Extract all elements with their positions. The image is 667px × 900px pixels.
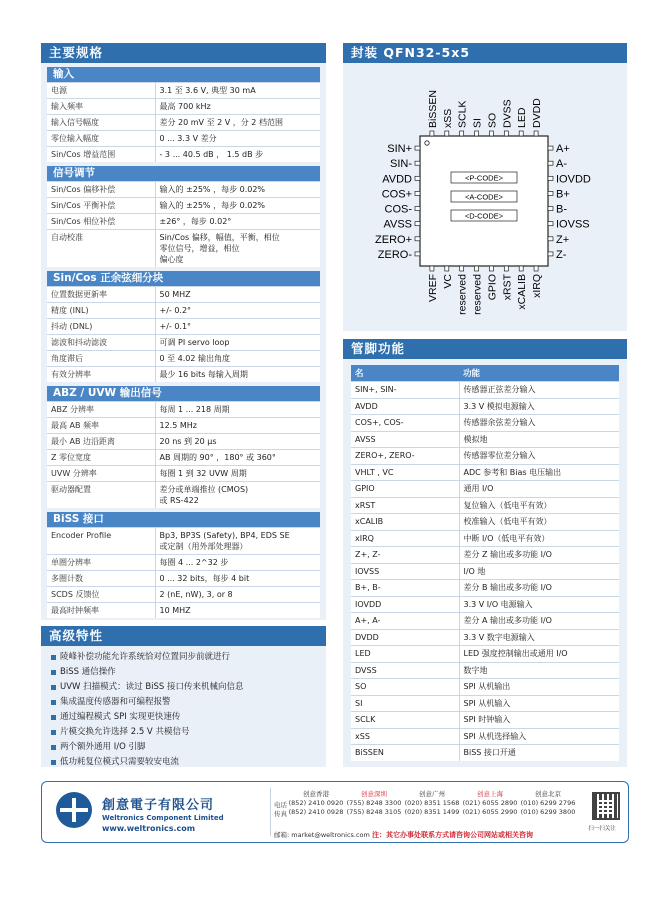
pin-function: 3.3 V 模拟电源输入 <box>459 398 619 415</box>
spec-row <box>47 528 320 555</box>
pin-row <box>351 415 619 432</box>
spec-key: Sin/Cos 偏移补偿 <box>47 182 155 198</box>
pin-function: 模拟地 <box>459 431 619 448</box>
spec-row <box>47 198 320 214</box>
features-panel <box>41 626 326 767</box>
spec-row <box>47 230 320 268</box>
feature-list <box>41 646 326 772</box>
pin-name: AVDD <box>351 398 459 415</box>
pins-title: 管脚功能 <box>343 339 627 359</box>
office-fax: (852) 2410 0928 <box>288 808 344 816</box>
spec-group-title: ABZ / UVW 输出信号 <box>47 386 320 401</box>
pin-function: 校准输入（低电平有效） <box>459 514 619 531</box>
package-title: 封装 QFN32-5x5 <box>343 43 627 63</box>
specs-panel <box>41 43 326 620</box>
company-logo-icon <box>56 792 92 828</box>
pin-name: COS+, COS- <box>351 415 459 432</box>
pin-pad <box>519 131 523 136</box>
office-fax: (010) 6299 3800 <box>520 808 576 816</box>
qr-caption: 扫一扫关注 <box>588 826 616 832</box>
spec-key: SCDS 反馈位 <box>47 587 155 603</box>
pin-name-header: 名 <box>351 365 459 382</box>
pin-pad <box>415 176 420 180</box>
pin-row <box>351 580 619 597</box>
top-pin-label: SCLK <box>456 100 469 128</box>
spec-table <box>47 82 320 162</box>
top-pin-label: LED <box>516 107 529 128</box>
company-name-cn: 創意電子有限公司 <box>102 798 215 813</box>
pin-row <box>351 596 619 613</box>
office-name: 创意深圳 <box>361 790 387 798</box>
bottom-pin-label: VC <box>441 274 454 289</box>
spec-key: 自动校准 <box>47 230 155 268</box>
pin-name: GPIO <box>351 481 459 498</box>
spec-table <box>47 286 320 382</box>
spec-key: 零位输入幅度 <box>47 131 155 147</box>
spec-value: 50 MHZ <box>155 287 320 303</box>
office-card <box>344 790 404 817</box>
pin-function: 差分 A 输出或多功能 I/O <box>459 613 619 630</box>
spec-row <box>47 214 320 230</box>
bottom-pin-label: xCALIB <box>516 274 529 310</box>
spec-value: 差分 20 mV 至 2 V ，分 2 档范围 <box>155 115 320 131</box>
pin-pad <box>415 222 420 226</box>
spec-row <box>47 182 320 198</box>
feature-item: 片模交换允许选择 2.5 V 共模信号 <box>51 725 316 740</box>
pin-function: 数字地 <box>459 662 619 679</box>
pin-row <box>351 547 619 564</box>
spec-value: 0 ... 3.3 V 差分 <box>155 131 320 147</box>
spec-key: 精度 (INL) <box>47 303 155 319</box>
spec-value: Bp3, BP3S (Safety), BP4, EDS SE 或定制（用外部处理器） <box>155 528 320 555</box>
bottom-pin-label: xRST <box>501 274 514 301</box>
pin-pad <box>519 266 523 271</box>
spec-table <box>47 527 320 618</box>
spec-key: 多圈计数 <box>47 571 155 587</box>
pin-row <box>351 613 619 630</box>
pin-pad <box>548 176 553 180</box>
pin-name: BiSSEN <box>351 745 459 761</box>
spec-value: 可调 PI servo loop <box>155 335 320 351</box>
pin-pad <box>415 146 420 150</box>
pin-name: SCLK <box>351 712 459 729</box>
spec-key: 滤波和抖动滤波 <box>47 335 155 351</box>
pin-row <box>351 448 619 465</box>
left-pin-label: SIN- <box>390 158 412 171</box>
pin-row <box>351 464 619 481</box>
company-name-en: Weltronics Component Limited <box>102 814 224 822</box>
spec-row <box>47 335 320 351</box>
pin-name: xIRQ <box>351 530 459 547</box>
spec-value: ±26° ，每步 0.02° <box>155 214 320 230</box>
fax-label: 传真 <box>274 810 287 818</box>
specs-title: 主要规格 <box>41 43 326 63</box>
office-tel: (020) 8351 1568 <box>404 799 460 807</box>
pin-name: IOVDD <box>351 596 459 613</box>
package-code-label: <P-CODE> <box>465 173 503 183</box>
pin-function: SPI 从机输入 <box>459 695 619 712</box>
spec-row <box>47 367 320 383</box>
feature-item: 集成温度传感器和可编程报警 <box>51 695 316 710</box>
spec-key: Sin/Cos 增益范围 <box>47 147 155 163</box>
spec-key: 抖动 (DNL) <box>47 319 155 335</box>
office-fax: (755) 8248 3105 <box>346 808 402 816</box>
spec-value: 最高 700 kHz <box>155 99 320 115</box>
pin-function: 传感器正弦差分输入 <box>459 382 619 399</box>
pin-row <box>351 695 619 712</box>
pin-pad <box>475 131 479 136</box>
office-card <box>402 790 462 817</box>
top-pin-label: DVDD <box>531 98 544 128</box>
office-fax: (021) 6055 2990 <box>462 808 518 816</box>
pins-panel <box>343 339 627 767</box>
spec-value: 输入的 ±25% ，每步 0.02% <box>155 198 320 214</box>
pin-pad <box>534 131 538 136</box>
left-pin-label: ZERO- <box>377 248 412 261</box>
right-pin-label: IOVSS <box>556 218 590 231</box>
pin-function: I/O 地 <box>459 563 619 580</box>
feature-item: 两个额外通用 I/O 引脚 <box>51 740 316 755</box>
email-link[interactable]: market@weltronics.com <box>291 831 370 839</box>
pin-row <box>351 728 619 745</box>
pin-row <box>351 481 619 498</box>
pin-pad <box>548 207 553 211</box>
pin-pad <box>415 161 420 165</box>
spec-key: 最小 AB 边沿距离 <box>47 434 155 450</box>
spec-key: 位置数据更新率 <box>47 287 155 303</box>
pin-pad <box>415 207 420 211</box>
left-pin-label: AVDD <box>382 173 412 186</box>
spec-row <box>47 287 320 303</box>
pin-row <box>351 629 619 646</box>
pin-function: SPI 从机输出 <box>459 679 619 696</box>
spec-group-title: 输入 <box>47 67 320 82</box>
company-footer <box>41 781 629 843</box>
spec-key: UVW 分辨率 <box>47 466 155 482</box>
qr-code-icon <box>592 792 620 820</box>
pin-name: xCALIB <box>351 514 459 531</box>
pin-function: 复位输入（低电平有效） <box>459 497 619 514</box>
pin-pad <box>548 252 553 256</box>
company-website-link[interactable]: www.weltronics.com <box>102 824 196 833</box>
right-pin-label: B+ <box>556 188 570 201</box>
bottom-pin-label: VREF <box>426 274 439 303</box>
pin-row <box>351 679 619 696</box>
office-fax: (020) 8351 1499 <box>404 808 460 816</box>
feature-item: 通过编程模式 SPI 实现更快速传 <box>51 710 316 725</box>
spec-key: 有效分辨率 <box>47 367 155 383</box>
pin-pad <box>489 266 493 271</box>
spec-value: 0 ... 32 bits，每步 4 bit <box>155 571 320 587</box>
spec-table <box>47 181 320 267</box>
spec-value: 3.1 至 3.6 V, 典型 30 mA <box>155 83 320 99</box>
spec-row <box>47 131 320 147</box>
spec-group-title: 信号调节 <box>47 166 320 181</box>
pin-pad <box>460 266 464 271</box>
footer-note: 注：其它办事处联系方式请咨询公司网站或相关咨询 <box>372 831 533 839</box>
pin-pad <box>548 222 553 226</box>
pin-pad <box>548 191 553 195</box>
feature-item: 陵峰补偿功能允许系统恰对位置同步前就进行 <box>51 650 316 665</box>
pin-function: 差分 B 输出或多功能 I/O <box>459 580 619 597</box>
spec-row <box>47 466 320 482</box>
spec-row <box>47 402 320 418</box>
left-pin-label: ZERO+ <box>375 233 412 246</box>
office-card <box>286 790 346 817</box>
pin-row <box>351 431 619 448</box>
right-pin-label: IOVDD <box>556 173 591 186</box>
pin-function-header: 功能 <box>459 365 619 382</box>
pin-row <box>351 563 619 580</box>
spec-value: 12.5 MHz <box>155 418 320 434</box>
spec-row <box>47 351 320 367</box>
spec-value: AB 周期的 90° ，180° 或 360° <box>155 450 320 466</box>
spec-value: 10 MHZ <box>155 603 320 619</box>
spec-value: 差分或单端推拉 (CMOS) 或 RS-422 <box>155 482 320 509</box>
feature-item: UVW 扫描模式：读过 BiSS 接口传来机械向信息 <box>51 680 316 695</box>
pin-pad <box>445 266 449 271</box>
pin-name: B+, B- <box>351 580 459 597</box>
spec-row <box>47 555 320 571</box>
office-tel: (021) 6055 2890 <box>462 799 518 807</box>
pin-function: 3.3 V I/O 电源输入 <box>459 596 619 613</box>
spec-key: 电源 <box>47 83 155 99</box>
spec-table <box>47 401 320 508</box>
feature-item: 低功耗复位模式只需要较安电流 <box>51 755 316 770</box>
pin-name: A+, A- <box>351 613 459 630</box>
pin-pad <box>415 252 420 256</box>
office-tel: (852) 2410 0920 <box>288 799 344 807</box>
office-name: 创意北京 <box>535 790 561 798</box>
spec-key: 输入频率 <box>47 99 155 115</box>
top-pin-label: DVSS <box>501 99 514 128</box>
spec-key: 最高时钟频率 <box>47 603 155 619</box>
package-code-label: <A-CODE> <box>465 192 503 202</box>
left-pin-label: AVSS <box>383 218 412 231</box>
pin-pad <box>548 161 553 165</box>
left-pin-label: SIN+ <box>387 143 412 156</box>
top-pin-label: xSS <box>441 108 454 128</box>
pin-name: LED <box>351 646 459 663</box>
pin-name: SIN+, SIN- <box>351 382 459 399</box>
spec-key: 输入信号幅度 <box>47 115 155 131</box>
spec-row <box>47 99 320 115</box>
office-name: 创意广州 <box>419 790 445 798</box>
spec-value: 最少 16 bits 每输入周期 <box>155 367 320 383</box>
pin-row <box>351 745 619 761</box>
spec-row <box>47 303 320 319</box>
pin-pad <box>415 191 420 195</box>
pin-pad <box>548 146 553 150</box>
spec-key: Sin/Cos 相位补偿 <box>47 214 155 230</box>
spec-key: 驱动器配置 <box>47 482 155 509</box>
bottom-pin-label: reserved <box>456 274 469 315</box>
feature-item: BiSS 通信操作 <box>51 665 316 680</box>
spec-key: 最高 AB 频率 <box>47 418 155 434</box>
package-code-label: <D-CODE> <box>464 211 504 221</box>
pin-pad <box>489 131 493 136</box>
pin-name: xSS <box>351 728 459 745</box>
spec-value: Sin/Cos 偏移，幅值，平衡，相位 零位信号，增益，相位 偏心度 <box>155 230 320 268</box>
right-pin-label: A- <box>556 158 567 171</box>
pin-name: ZERO+, ZERO- <box>351 448 459 465</box>
top-pin-label: BiSSEN <box>426 90 439 128</box>
spec-value: +/- 0.2° <box>155 303 320 319</box>
spec-row <box>47 147 320 163</box>
pin-function: 差分 Z 输出或多功能 I/O <box>459 547 619 564</box>
spec-value: 20 ns 到 20 µs <box>155 434 320 450</box>
pin-pad <box>445 131 449 136</box>
pin-pad <box>430 266 434 271</box>
pin-name: xRST <box>351 497 459 514</box>
pin-name: DVSS <box>351 662 459 679</box>
spec-row <box>47 450 320 466</box>
spec-row <box>47 115 320 131</box>
spec-value: 0 至 4.02 输出角度 <box>155 351 320 367</box>
pin-row <box>351 398 619 415</box>
pin-name: AVSS <box>351 431 459 448</box>
spec-value: +/- 0.1° <box>155 319 320 335</box>
pin-row <box>351 712 619 729</box>
spec-key: 角度滞后 <box>47 351 155 367</box>
spec-row <box>47 587 320 603</box>
pin-pad <box>460 131 464 136</box>
pin-function: 中断 I/O（低电平有效） <box>459 530 619 547</box>
pin-pad <box>504 266 508 271</box>
spec-key: Encoder Profile <box>47 528 155 555</box>
right-pin-label: A+ <box>556 143 570 156</box>
pin-row <box>351 662 619 679</box>
bottom-pin-label: reserved <box>471 274 484 315</box>
spec-key: Sin/Cos 平衡补偿 <box>47 198 155 214</box>
pin-function: 3.3 V 数字电源输入 <box>459 629 619 646</box>
features-title: 高级特性 <box>41 626 326 646</box>
pin-pad <box>430 131 434 136</box>
pin-pad <box>548 237 553 241</box>
pin-pad <box>475 266 479 271</box>
spec-row <box>47 571 320 587</box>
right-pin-label: Z+ <box>556 233 570 246</box>
spec-row <box>47 482 320 509</box>
pin-function: SPI 从机选择输入 <box>459 728 619 745</box>
bottom-pin-label: GPIO <box>486 274 499 301</box>
spec-key: Z 零位宽度 <box>47 450 155 466</box>
pin-row <box>351 514 619 531</box>
pin-name: DVDD <box>351 629 459 646</box>
email-line <box>274 830 370 839</box>
pin-row <box>351 530 619 547</box>
right-pin-label: B- <box>556 203 567 216</box>
spec-value: 2 (nE, nW), 3, or 8 <box>155 587 320 603</box>
spec-key: 单圈分辨率 <box>47 555 155 571</box>
pin-row <box>351 497 619 514</box>
email-label: 邮箱: <box>274 831 290 839</box>
spec-group-title: Sin/Cos 正余弦细分块 <box>47 271 320 286</box>
tel-label: 电话 <box>274 801 287 809</box>
spec-row <box>47 418 320 434</box>
pin-name: SO <box>351 679 459 696</box>
pin-function: SPI 时钟输入 <box>459 712 619 729</box>
pin-row <box>351 646 619 663</box>
spec-row <box>47 603 320 619</box>
spec-value: - 3 ... 40.5 dB ， 1.5 dB 步 <box>155 147 320 163</box>
spec-row <box>47 434 320 450</box>
pin-name: VHLT , VC <box>351 464 459 481</box>
office-name: 创意香港 <box>303 790 329 798</box>
left-pin-label: COS- <box>384 203 412 216</box>
spec-row <box>47 83 320 99</box>
pin-pad <box>534 266 538 271</box>
pin-table <box>351 365 619 761</box>
pin-function: ADC 参考和 Bias 电压输出 <box>459 464 619 481</box>
qfn32-package-diagram <box>343 64 627 330</box>
left-pin-label: COS+ <box>381 188 412 201</box>
top-pin-label: SO <box>486 112 499 128</box>
office-name: 创意上海 <box>477 790 503 798</box>
office-card <box>460 790 520 817</box>
pin-pad <box>415 237 420 241</box>
spec-value: 输入的 ±25% ，每步 0.02% <box>155 182 320 198</box>
spec-value: 每圈 1 到 32 UVW 周期 <box>155 466 320 482</box>
spec-row <box>47 319 320 335</box>
spec-value: 每周 1 ... 218 周期 <box>155 402 320 418</box>
spec-groups <box>41 67 326 618</box>
spec-value: 每圈 4 ... 2^32 步 <box>155 555 320 571</box>
spec-group-title: BiSS 接口 <box>47 512 320 527</box>
pin-name: Z+, Z- <box>351 547 459 564</box>
office-tel: (010) 6299 2796 <box>520 799 576 807</box>
pin-function: LED 强度控制输出或通用 I/O <box>459 646 619 663</box>
pin-pad <box>504 131 508 136</box>
pin-function: BiSS 接口开通 <box>459 745 619 761</box>
right-pin-label: Z- <box>556 248 567 261</box>
footer-divider <box>270 788 271 836</box>
pin-name: SI <box>351 695 459 712</box>
bottom-pin-label: xIRQ <box>531 274 544 298</box>
office-tel: (755) 8248 3300 <box>346 799 402 807</box>
pin-function: 通用 I/O <box>459 481 619 498</box>
pin-function: 传感器余弦差分输入 <box>459 415 619 432</box>
pin-row <box>351 382 619 399</box>
top-pin-label: SI <box>471 118 484 128</box>
office-card <box>518 790 578 817</box>
pin-function: 传感器零位差分输入 <box>459 448 619 465</box>
spec-key: ABZ 分辨率 <box>47 402 155 418</box>
pin-name: IOVSS <box>351 563 459 580</box>
